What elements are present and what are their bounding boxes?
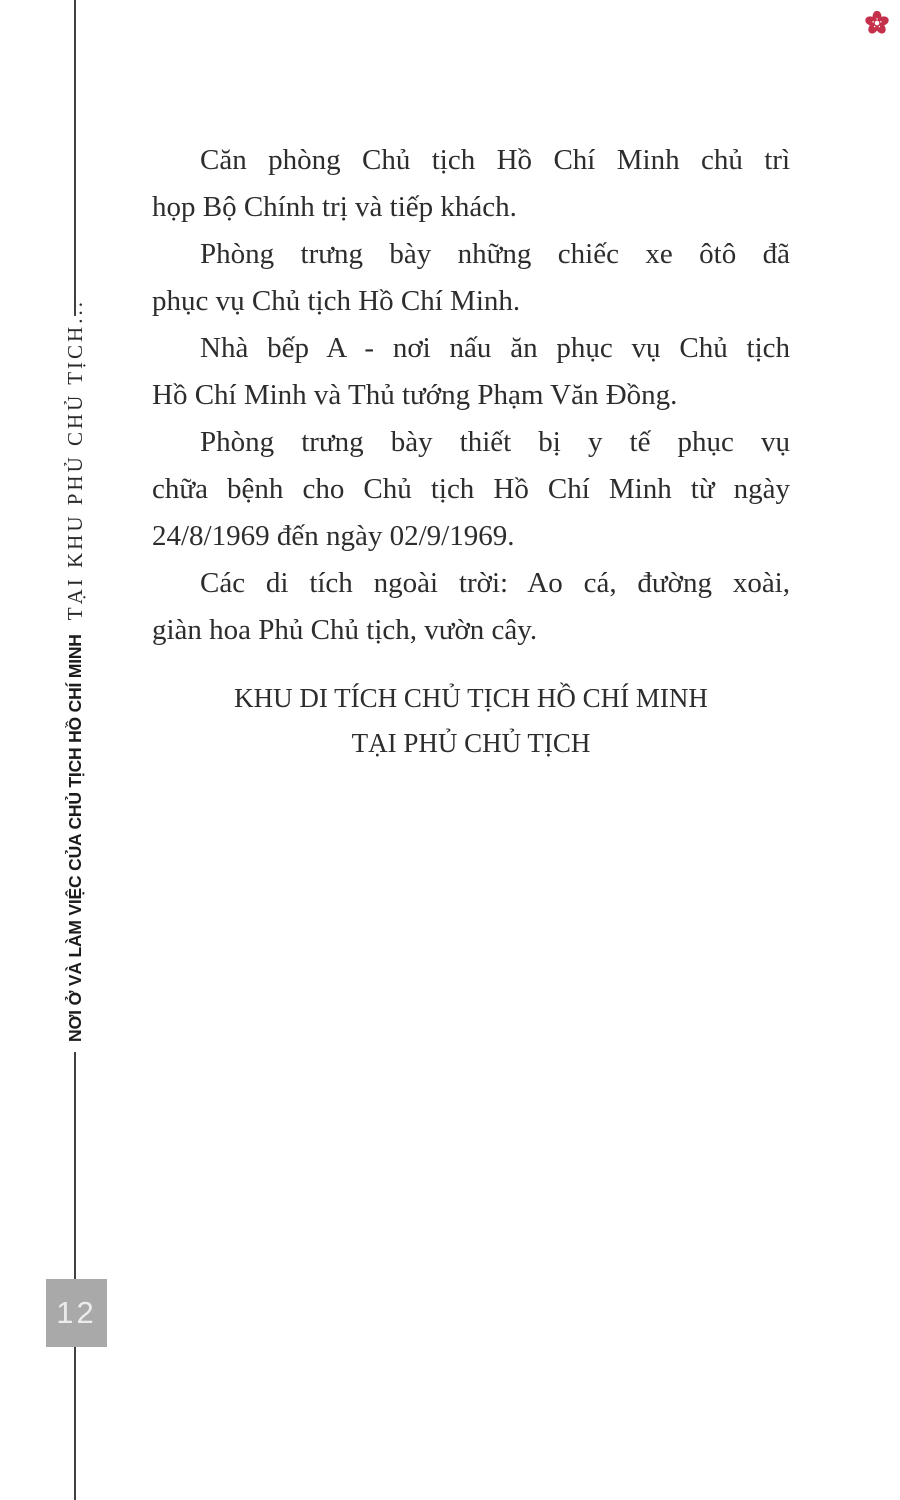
body-line: chữa bệnh cho Chủ tịch Hồ Chí Minh từ ngày [152,473,790,505]
body-line: Hồ Chí Minh và Thủ tướng Phạm Văn Đồng. [152,379,678,411]
body-line: Căn phòng Chủ tịch Hồ Chí Minh chủ trì [200,144,790,176]
flower-ornament-icon [864,10,890,36]
running-title-bold: NƠI Ở VÀ LÀM VIỆC CỦA CHỦ TỊCH HỒ CHÍ MINH [64,634,85,1042]
body-line: giàn hoa Phủ Chủ tịch, vườn cây. [152,614,538,646]
running-title-vertical [61,299,89,1042]
left-rule-top-segment [74,0,76,316]
running-title-rest: TẠI KHU PHỦ CHỦ TỊCH... [62,299,87,621]
body-line: 24/8/1969 đến ngày 02/9/1969. [152,520,515,552]
body-line: Phòng trưng bày những chiếc xe ôtô đã [200,238,790,270]
attribution-line: TẠI PHỦ CHỦ TỊCH [351,728,591,758]
page-number: 12 [56,1295,97,1330]
attribution-line: KHU DI TÍCH CHỦ TỊCH HỒ CHÍ MINH [234,683,708,713]
body-line: Phòng trưng bày thiết bị y tế phục vụ [200,426,790,458]
body-line: Nhà bếp A - nơi nấu ăn phục vụ Chủ tịch [200,332,790,364]
body-line: họp Bộ Chính trị và tiếp khách. [152,191,517,223]
left-rule-bottom-segment [74,1052,76,1500]
body-line: Các di tích ngoài trời: Ao cá, đường xoài, [200,567,790,599]
body-line: phục vụ Chủ tịch Hồ Chí Minh. [152,285,521,317]
page-number-badge [46,1279,107,1347]
attribution [152,676,790,766]
body-text-column [152,137,790,766]
